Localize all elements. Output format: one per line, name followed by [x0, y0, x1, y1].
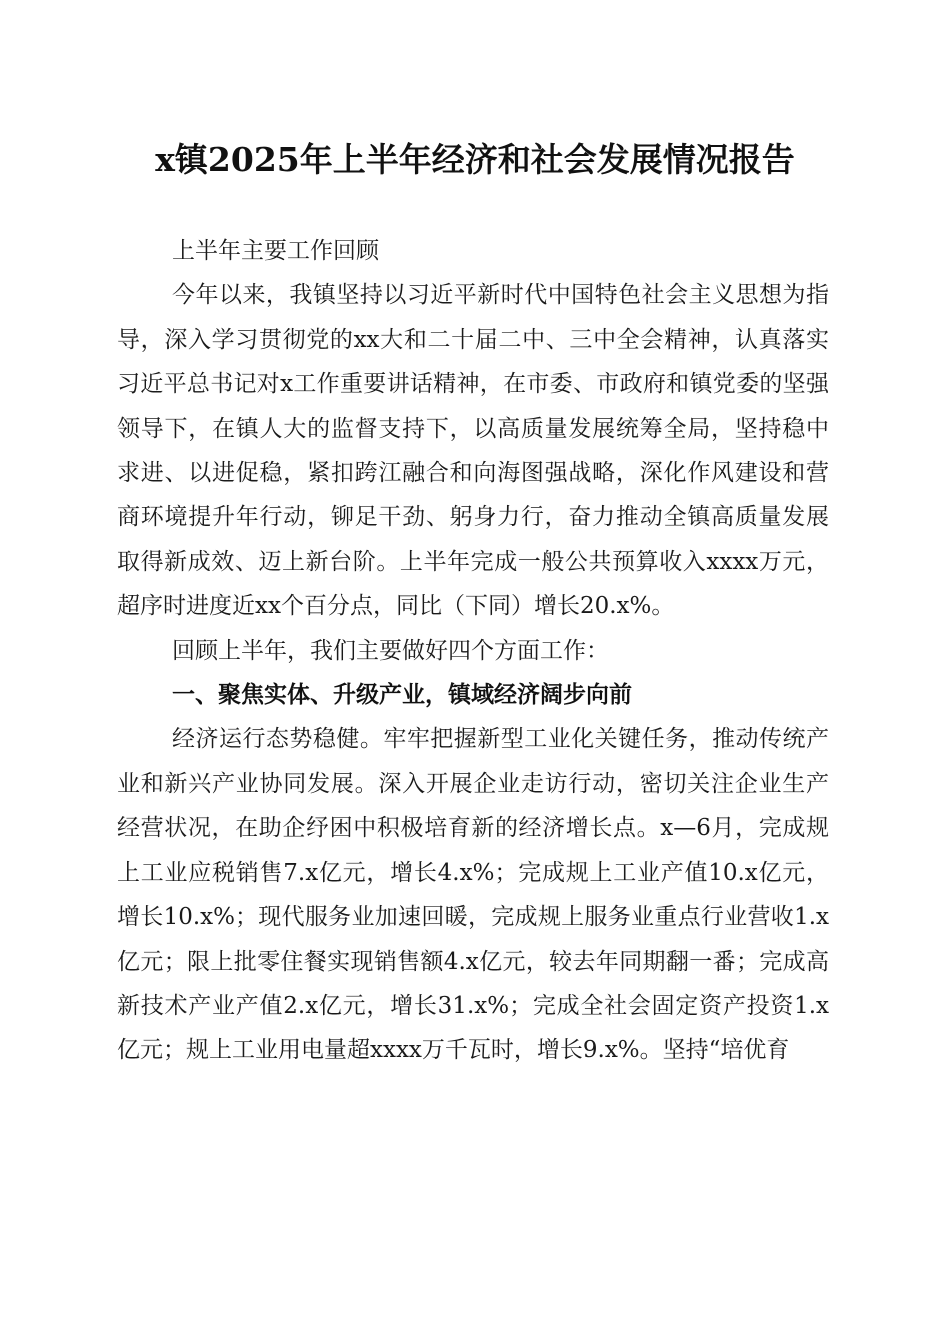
section-intro-label: 上半年主要工作回顾	[172, 238, 379, 264]
overview-paragraph: 今年以来，我镇坚持以习近平新时代中国特色社会主义思想为指导，深入学习贯彻党的xx大和二十届二中、三中全会精神，认真落实习近平总书记对x工作重要讲话精神，在市委、市政府和镇党委的坚强领导下，在镇人大的监督支持下，以高质量发展统筹全局，坚持稳中求进、以进促稳，紧扣跨江融合和向海图强战略，深化作风建设和营商环境提升年行动，铆足干劲、躬身力行，奋力推动全镇高质量发展取得新成效、迈上新台阶。上半年完成一般公共预算收入xxxx万元，超序时进度近xx个百分点，同比（下同）增长20.x%。	[117, 282, 829, 620]
economy-paragraph: 经济运行态势稳健。牢牢把握新型工业化关键任务，推动传统产业和新兴产业协同发展。深入开展企业走访行动，密切关注企业生产经营状况，在助企纾困中积极培育新的经济增长点。x—6月，完成规上工业应税销售7.x亿元，增长4.x%；完成规上工业产值10.x亿元，增长10.x%；现代服务业加速回暖，完成规上服务业重点行业营收1.x亿元；限上批零住餐实现销售额4.x亿元，较去年同期翻一番；完成高新技术产业产值2.x亿元，增长31.x%；完成全社会固定资产投资1.x亿元；规上工业用电量超xxxx万千瓦时，增长9.x%。坚持“培优育	[117, 726, 829, 1064]
document-body	[117, 229, 829, 1073]
document-title: x镇2025年上半年经济和社会发展情况报告	[155, 140, 795, 179]
review-summary-paragraph: 回顾上半年，我们主要做好四个方面工作：	[172, 637, 609, 664]
section-heading-1: 一、聚焦实体、升级产业，镇域经济阔步向前	[172, 682, 632, 709]
